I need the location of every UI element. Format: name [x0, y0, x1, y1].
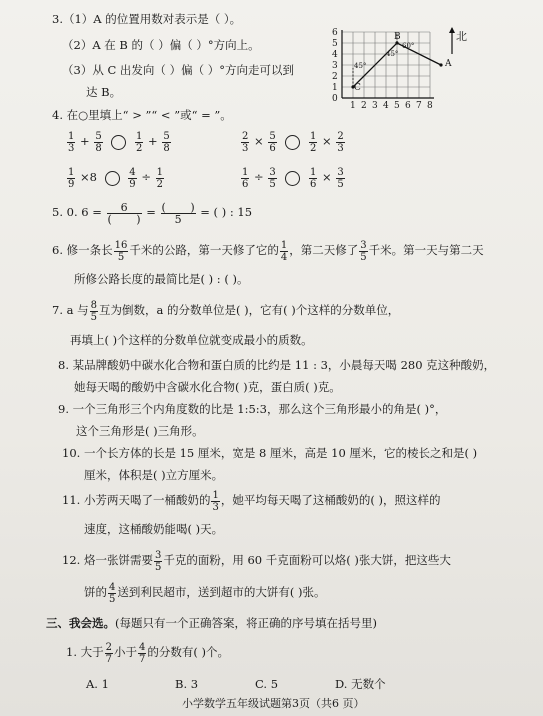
fraction: $\frac{4}{7}$	[139, 641, 146, 665]
section3-heading: 三、我会选。(每题只有一个正确答案，将正确的序号填在括号里)	[46, 616, 377, 630]
x-tick-2: 2	[361, 101, 367, 111]
q9-line2: 这个三角形是( )三角形。	[76, 424, 204, 438]
fraction: $\frac{1}{4}$	[280, 239, 288, 263]
angle-label-b2: 60°	[402, 42, 415, 50]
angle-label-b: 45°	[386, 50, 399, 58]
fraction: $\frac{1}{3}$	[212, 489, 219, 513]
q7-line2: 再填上( )个这样的分数单位就变成最小的质数。	[70, 333, 313, 347]
y-tick-3: 3	[332, 61, 338, 71]
x-tick-6: 6	[405, 101, 411, 111]
fraction: $\frac{4}{9}$	[129, 166, 136, 190]
x-tick-5: 5	[394, 101, 400, 111]
q6-line1: 6. 修一条长 $\frac{16}{5}$ 千米的公路，第一天修了它的 $\frac{1}{4}$ ，第二天修了 $\frac{3}{5}$ 千米。第一天与第二天	[52, 239, 484, 263]
fraction: $\frac{1}{2}$	[136, 130, 143, 154]
q11-line2: 速度，这桶酸奶能喝( )天。	[84, 522, 224, 536]
fraction: $\frac{5}{6}$	[269, 130, 276, 154]
compare-circle[interactable]	[105, 171, 120, 186]
option-c[interactable]: C. 5	[255, 677, 279, 691]
x-tick-8: 8	[427, 101, 433, 111]
q7-line1: 7. a 与 $\frac{8}{5}$ 互为倒数，a 的分数单位是( )，它有( )个这样的分数单位，	[52, 299, 400, 323]
q4-row1-right: $\frac{2}{3}$ × $\frac{5}{6}$ $\frac{1}{2}$ × $\frac{2}{3}$	[242, 130, 344, 154]
y-tick-1: 1	[332, 83, 338, 93]
fraction: $\frac{2}{3}$	[337, 130, 344, 154]
q12-line1: 12. 烙一张饼需要 $\frac{3}{5}$ 千克的面粉，用 60 千克面粉可以烙( )张大饼，把这些大	[62, 549, 451, 573]
option-a[interactable]: A. 1	[86, 677, 109, 691]
y-tick-0: 0	[332, 94, 338, 104]
q4-row1-left: $\frac{1}{3}$ + $\frac{5}{8}$ $\frac{1}{2}$ + $\frac{5}{8}$	[68, 130, 170, 154]
option-b[interactable]: B. 3	[175, 677, 199, 691]
fraction: $\frac{16}{5}$	[114, 239, 128, 263]
point-A-label: A	[445, 59, 452, 69]
fraction: $\frac{1}{2}$	[156, 166, 163, 190]
fraction: $\frac{3}{5}$	[337, 166, 344, 190]
fraction: $\frac{5}{8}$	[163, 130, 170, 154]
fraction: $\frac{3}{5}$	[269, 166, 276, 190]
point-B-label: B	[394, 32, 401, 42]
fraction: $\frac{2}{7}$	[105, 641, 113, 665]
choice-q1: 1. 大于 $\frac{2}{7}$ 小于 $\frac{4}{7}$ 的分数有( )个。	[66, 641, 230, 665]
compare-circle[interactable]	[285, 135, 300, 150]
q6-line2: 所修公路长度的最简比是( ) : ( )。	[74, 272, 249, 286]
compare-circle[interactable]	[111, 135, 126, 150]
option-d[interactable]: D. 无数个	[335, 677, 386, 691]
y-tick-6: 6	[332, 28, 338, 38]
x-tick-7: 7	[416, 101, 422, 111]
fraction: $\frac{3}{5}$	[154, 549, 162, 573]
fraction: $\frac{3}{5}$	[360, 239, 367, 263]
q10-line2: 厘米，体积是( )立方厘米。	[84, 468, 224, 482]
fraction: $\frac{1}{6}$	[242, 166, 249, 190]
fraction: $\frac{2}{3}$	[242, 130, 249, 154]
q3-line1: 3.（1）A 的位置用数对表示是（ ）。	[52, 12, 242, 26]
fraction: $\frac{4}{5}$	[109, 581, 116, 605]
q3-line3: （3）从 C 出发向（ ）偏（ ）°方向走可以到	[62, 63, 294, 77]
north-label: 北	[456, 30, 467, 43]
fraction: $\frac{5}{8}$	[95, 130, 102, 154]
x-tick-3: 3	[372, 101, 378, 111]
x-tick-4: 4	[383, 101, 389, 111]
q3-line4: 达 B。	[86, 85, 122, 99]
q12-line2: 饼的 $\frac{4}{5}$ 送到利民超市，送到超市的大饼有( )张。	[84, 581, 326, 605]
fraction: $\frac{1}{3}$	[68, 130, 75, 154]
y-tick-2: 2	[332, 72, 338, 82]
coordinate-grid	[330, 26, 478, 126]
compare-circle[interactable]	[285, 171, 300, 186]
q11-line1: 11. 小芳两天喝了一桶酸奶的 $\frac{1}{3}$ ，她平均每天喝了这桶酸奶的( )，照这样的	[62, 489, 441, 513]
page-footer: 小学数学五年级试题第3页（共6 页）	[182, 697, 365, 710]
q10-line1: 10. 一个长方体的长是 15 厘米，宽是 8 厘米，高是 10 厘米，它的棱长之和是( )	[62, 446, 478, 460]
fraction: $\frac{( )}{5}$	[161, 200, 195, 226]
q5: 5. 0. 6 = $\frac{6}{( )}$ = $\frac{( )}{5}$ = ( ) : 15	[52, 200, 253, 226]
y-tick-4: 4	[332, 50, 338, 60]
fraction: $\frac{1}{2}$	[310, 130, 317, 154]
fraction: $\frac{6}{( )}$	[107, 200, 141, 226]
q8-line1: 8. 某品牌酸奶中碳水化合物和蛋白质的比约是 11 : 3，小晨每天喝 280 克这种酸奶，	[58, 358, 496, 372]
q4-row2-left: $\frac{1}{9}$ ×8 $\frac{4}{9}$ ÷ $\frac{1}{2}$	[68, 166, 163, 190]
fraction: $\frac{1}{9}$	[68, 166, 75, 190]
point-C-label: C	[354, 83, 361, 93]
q3-line2: （2）A 在 B 的（ ）偏（ ）°方向上。	[62, 38, 260, 52]
q9-line1: 9. 一个三角形三个内角度数的比是 1:5:3，那么这个三角形最小的角是( )°，	[58, 402, 447, 416]
angle-label-c: 45°	[354, 62, 367, 70]
x-tick-1: 1	[350, 101, 356, 111]
q4-row2-right: $\frac{1}{6}$ ÷ $\frac{3}{5}$ $\frac{1}{6}$ × $\frac{3}{5}$	[242, 166, 344, 190]
q4-title: 4. 在○里填上“ > ”“ < ”或“ = ”。	[52, 108, 232, 122]
fraction: $\frac{8}{5}$	[90, 299, 98, 323]
q8-line2: 她每天喝的酸奶中含碳水化合物( )克，蛋白质( )克。	[74, 380, 341, 394]
fraction: $\frac{1}{6}$	[310, 166, 317, 190]
y-tick-5: 5	[332, 39, 338, 49]
